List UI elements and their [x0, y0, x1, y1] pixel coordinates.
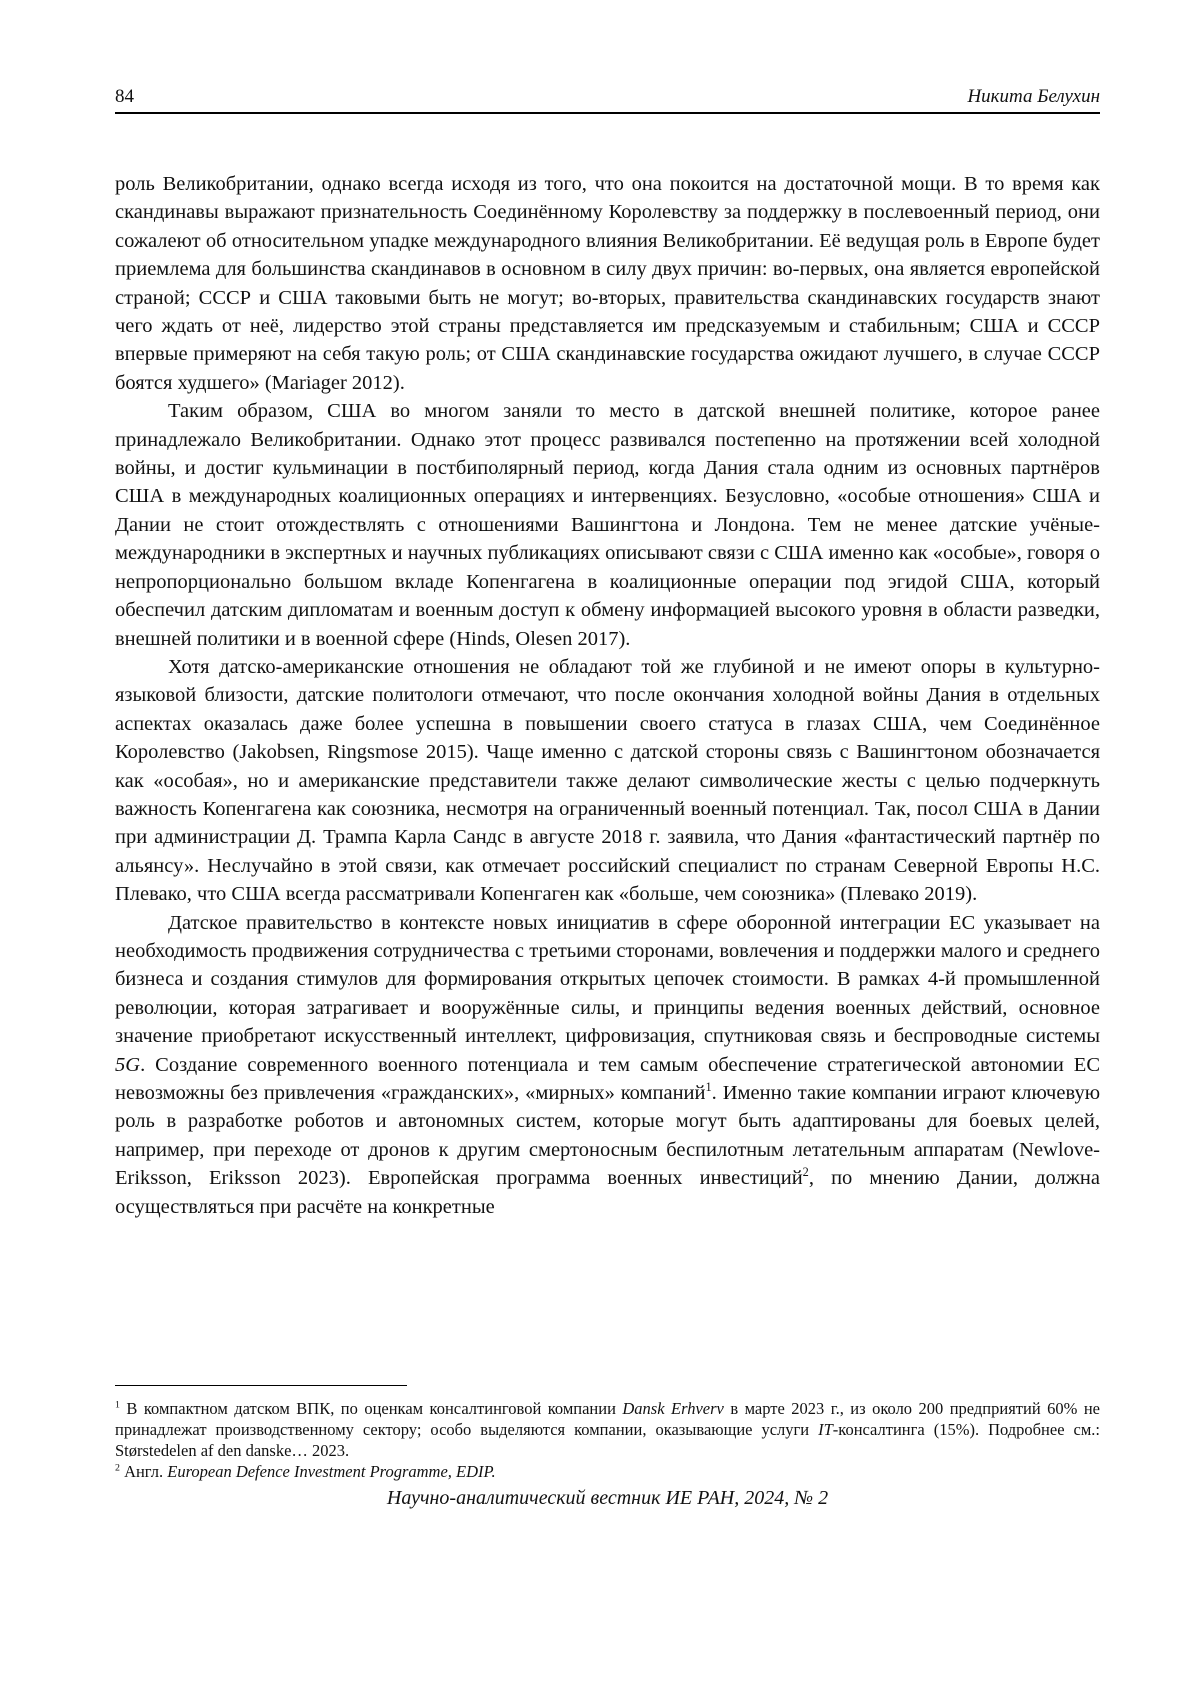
running-header [115, 84, 1100, 114]
footnote-1-text-c: -консалтинга (15%). Подробнее см.: Størstedelen af den danske… 2023. [115, 1420, 1100, 1460]
main-text [115, 170, 1100, 1221]
paragraph-4-text-c: . Именно такие компании играют ключевую роль в разработке роботов и автономных систем, которые могут быть адаптированы для боевых целей, например, при переходе от дронов к другим смертоносным беспилотным летательным аппаратам (Newlove-Eriksson, Eriksson 2023). Европейская программа военных инвестиций [115, 1082, 1101, 1190]
paragraph-4-text-b: . Создание современного военного потенциала и тем самым обеспечение стратегической автономии ЕС невозможны без привлечения «гражданских», «мирных» компаний [115, 1053, 1100, 1104]
footnotes [115, 1398, 1100, 1482]
author-name: Никита Белухин [967, 86, 1100, 107]
footnote-1 [115, 1398, 1100, 1461]
page-number: 84 [115, 86, 134, 107]
footnote-1-text-a: В компактном датском ВПК, по оценкам консалтинговой компании [119, 1399, 623, 1418]
footnote-divider [115, 1385, 407, 1386]
paragraph-4 [115, 909, 1100, 1221]
paragraph-1: роль Великобритании, однако всегда исходя из того, что она покоится на достаточной мощи. В то время как скандинавы выражают признательность Соединённому Королевству за поддержку в послевоенный период, они сожалеют об относительном упадке международного влияния Великобритании. Её ведущая роль в Европе будет приемлема для большинства скандинавов в основном в силу двух причин: во-первых, она является европейской страной; СССР и США таковыми быть не могут; во-вторых, правительства скандинавских государств знают чего ждать от неё, лидерство этой страны представляется им предсказуемым и стабильным; США и СССР впервые примеряют на себя такую роль; от США скандинавские государства ожидают лучшего, в случае СССР боятся худшего» (Mariager 2012). [115, 173, 1100, 394]
footnote-ref-1[interactable]: 1 [705, 1080, 712, 1095]
footnote-1-text-b: в марте 2023 г., из около 200 предприятий 60% не принадлежат производственному сектору; особо выделяются компании, оказывающие услуги [115, 1399, 1100, 1439]
footnote-2-title: European Defence Investment Programme, EDIP. [167, 1462, 496, 1481]
paragraph-4-text-a: Датское правительство в контексте новых инициатив в сфере оборонной интеграции ЕС указывает на необходимость продвижения сотрудничества с третьими сторонами, вовлечения и поддержки малого и среднего бизнеса и создания стимулов для формирования открытых цепочек стоимости. В рамках 4-й промышленной революции, которая затрагивает и вооружённые силы, и принципы ведения военных действий, основное значение приобретают искусственный интеллект, цифровизация, спутниковая связь и беспроводные системы [115, 911, 1100, 1048]
footnote-2 [115, 1461, 1100, 1482]
term-5g: 5G [115, 1053, 141, 1076]
footnote-2-text-a: Англ. [119, 1462, 168, 1481]
paragraph-4-text-d: , по мнению Дании, должна осуществляться при расчёте на конкретные [115, 1167, 1100, 1218]
footnote-ref-2[interactable]: 2 [802, 1165, 809, 1180]
footnote-2-number: 2 [115, 1462, 120, 1474]
footnote-1-company: Dansk Erhverv [622, 1399, 724, 1418]
footnote-1-it: IT [818, 1420, 833, 1439]
footnote-1-number: 1 [115, 1399, 120, 1411]
paragraph-2: Таким образом, США во многом заняли то место в датской внешней политике, которое ранее принадлежало Великобритании. Однако этот процесс развивался постепенно на протяжении всей холодной войны, и достиг кульминации в постбиполярный период, когда Дания стала одним из основных партнёров США в международных коалиционных операциях и интервенциях. Безусловно, «особые отношения» США и Дании не стоит отождествлять с отношениями Вашингтона и Лондона. Тем не менее датские учёные-международники в экспертных и научных публикациях описывают связи с США именно как «особые», говоря о непропорционально большом вкладе Копенгагена в коалиционные операции под эгидой США, который обеспечил датским дипломатам и военным доступ к обмену информацией высокого уровня в области разведки, внешней политики и в военной сфере (Hinds, Olesen 2017). [115, 400, 1100, 650]
journal-footer: Научно-аналитический вестник ИЕ РАН, 2024, № 2 [386, 1487, 829, 1509]
paragraph-3: Хотя датско-американские отношения не обладают той же глубиной и не имеют опоры в культурно-языковой близости, датские политологи отмечают, что после окончания холодной войны Дания в отдельных аспектах оказалась даже более успешна в повышении своего статуса в глазах США, чем Соединённое Королевство (Jakobsen, Ringsmose 2015). Чаще именно с датской стороны связь с Вашингтоном обозначается как «особая», но и американские представители также делают символические жесты с целью подчеркнуть важность Копенгагена как союзника, несмотря на ограниченный военный потенциал. Так, посол США в Дании при администрации Д. Трампа Карла Сандс в августе 2018 г. заявила, что Дания «фантастический партнёр по альянсу». Неслучайно в этой связи, как отмечает российский специалист по странам Северной Европы Н.С. Плевако, что США всегда рассматривали Копенгаген как «больше, чем союзника» (Плевако 2019). [115, 655, 1100, 906]
